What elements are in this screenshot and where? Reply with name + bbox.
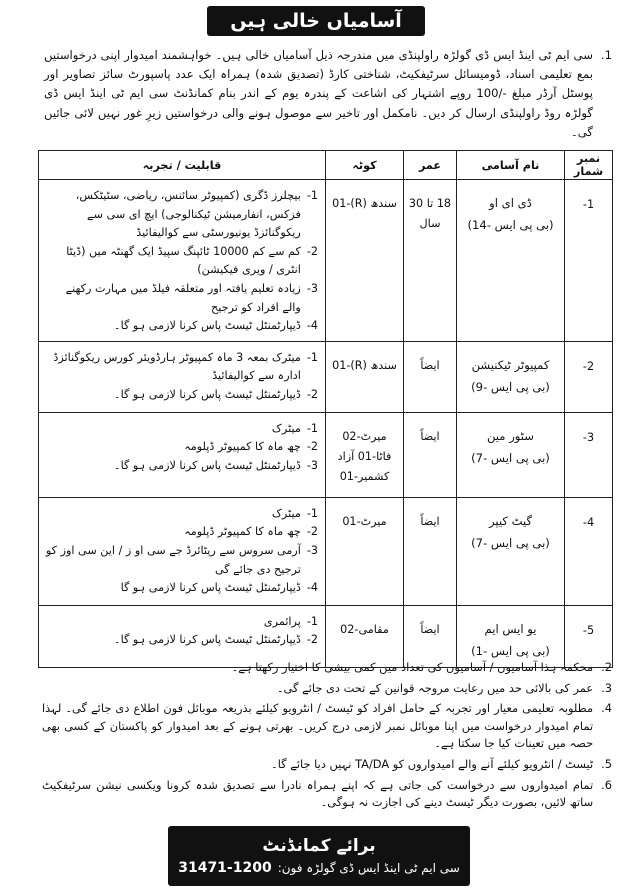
intro-paragraph	[44, 46, 612, 142]
contact-phone	[178, 858, 460, 878]
qual-number: 4-	[306, 319, 318, 333]
list-item	[44, 386, 318, 405]
row-qualification	[39, 497, 326, 605]
note-text: ٹیسٹ / انٹرویو کیلئے آنے والے امیدواروں کو TA/DA نہیں دیا جائے گا۔	[271, 756, 594, 771]
table-header-row	[39, 151, 613, 180]
note-number: 6.	[601, 777, 612, 792]
qual-number: 3-	[306, 281, 318, 295]
list-item	[44, 457, 318, 476]
page-title: آسامیاں خالی ہیں	[207, 6, 425, 36]
qual-number: 1-	[306, 350, 318, 364]
row-age: ایضاً	[404, 412, 457, 497]
row-post-name	[457, 605, 565, 667]
note-number: 5.	[601, 756, 612, 771]
qual-text: چھ ماہ کا کمپیوٹر ڈپلومہ	[184, 440, 301, 454]
qual-number: 2-	[306, 440, 318, 454]
row-age: ایضاً	[404, 605, 457, 667]
row-post-name	[457, 412, 565, 497]
qual-text: چھ ماہ کا کمپیوٹر ڈپلومہ	[184, 525, 301, 539]
qual-number: 1-	[306, 614, 318, 628]
note-number: 2.	[601, 660, 612, 674]
qual-text: آرمی سروس سے ریٹائرڈ جے سی او ز / این سی اوز کو ترجیح دی جائے گی	[45, 543, 301, 576]
qual-text: پرائمری	[263, 614, 301, 628]
list-item	[44, 631, 318, 650]
post-title: گیٹ کیپر	[488, 513, 532, 528]
qual-text: میٹرک بمعہ 3 ماہ کمپیوٹر ہارڈویئر کورس ریکوگنائزڈ ادارہ سے کوالیفائیڈ	[53, 350, 301, 383]
qual-text: ڈیپارٹمنٹل ٹیسٹ پاس کرنا لازمی ہو گا۔	[114, 633, 301, 647]
list-item	[44, 542, 318, 579]
row-qualification	[39, 412, 326, 497]
post-grade: (بی پی ایس -14)	[467, 218, 554, 232]
row-quota: سندھ (R)-01	[326, 341, 404, 412]
intro-text: سی ایم ٹی اینڈ ایس ڈی گولڑہ راولپنڈی میں مندرجہ ذیل آسامیاں خالی ہیں۔ خواہشمند امیدوار اپنی درخواستیں بمع تعلیمی اسناد، ڈومیسائل سرٹیفکیٹ، شناختی کارڈ (تصدیق شدہ) ہمراہ ایک عدد پاسپورٹ سائز تصاویر اور پوسٹل آرڈر مبلغ -/100 روپے اشتہار کی اشاعت کے پندرہ یوم کے اندر بنام کمانڈنٹ سی ایم ٹی اینڈ ایس ڈی گولڑہ روڈ راولپنڈی ارسال کر دیں۔ نامکمل اور تاخیر سے موصول ہونے والی درخواستیں زیرِ غور نہیں لائی جائیں گی۔	[44, 48, 593, 139]
header-serial: نمبر شمار	[565, 151, 613, 180]
list-item	[44, 349, 318, 386]
header-post-name: نام آسامی	[457, 151, 565, 180]
header-age: عمر	[404, 151, 457, 180]
note-item	[42, 777, 612, 812]
table-row	[39, 412, 613, 497]
list-item	[44, 505, 318, 524]
row-quota: میرٹ-01	[326, 497, 404, 605]
post-title: ڈی ای او	[489, 196, 532, 210]
note-number: 4.	[601, 701, 612, 716]
qual-number: 1-	[306, 506, 318, 520]
intro-number: 1.	[600, 48, 612, 62]
row-qualification	[39, 180, 326, 342]
list-item	[44, 438, 318, 457]
qual-text: ڈیپارٹمنٹل ٹیسٹ پاس کرنا لازمی ہو گا۔	[114, 458, 301, 472]
post-title: کمپیوٹر ٹیکنیشن	[471, 357, 550, 372]
qual-number: 3-	[306, 458, 318, 472]
note-number: 3.	[601, 680, 612, 695]
qual-number: 2-	[306, 633, 318, 647]
qual-text: بیچلرز ڈگری (کمپیوٹر سائنس، ریاضی، سٹیٹکس، فزکس، انفارمیشن ٹیکنالوجی) ایچ ای سی سے ریکوگنائزڈ یونیورسٹی سے کوالیفائیڈ	[75, 189, 301, 240]
qual-text: زیادہ تعلیم یافتہ اور متعلقہ فیلڈ میں مہارت رکھنے والے افراد کو ترجیح	[65, 281, 301, 314]
qual-number: 2-	[306, 387, 318, 401]
vacancies-table	[38, 150, 613, 668]
qual-text: میٹرک	[271, 506, 301, 520]
signature-title: برائے کمانڈنٹ	[262, 836, 376, 856]
list-item	[44, 280, 318, 317]
note-item	[42, 680, 612, 698]
list-item	[44, 613, 318, 632]
table-row	[39, 180, 613, 342]
qual-number: 4-	[306, 581, 318, 595]
list-item	[44, 187, 318, 243]
row-post-name	[457, 341, 565, 412]
row-qualification	[39, 605, 326, 667]
note-text: عمر کی بالائی حد میں رعایت مروجہ قوانین کے تحت دی جائے گی۔	[276, 680, 594, 695]
row-serial: 4-	[565, 497, 613, 605]
row-serial: 5-	[565, 605, 613, 667]
qual-text: میٹرک	[271, 421, 301, 435]
post-title: سٹور مین	[486, 428, 535, 443]
post-grade: (بی پی ایس -9)	[471, 379, 550, 394]
note-text: مطلوبہ تعلیمی معیار اور تجربہ کے حامل افراد کو ٹیسٹ / انٹرویو کیلئے بذریعہ موبائل فون اطلاع دی جائے گی۔ لہذا تمام امیدوار درخواست میں اپنا موبائل نمبر لازمی درج کریں۔ بھرتی ہونے کے بعد امیدوار کو پاکستان کے کسی بھی حصہ میں تعینات کیا جا سکتا ہے۔	[42, 701, 594, 751]
list-item	[44, 523, 318, 542]
list-item	[44, 579, 318, 598]
row-post-name	[457, 180, 565, 342]
table-row	[39, 605, 613, 667]
note-text: محکمہ ہذا آسامیوں / آسامیوں کی تعداد میں کمی بیشی کا اختیار رکھتا ہے۔	[231, 660, 594, 674]
note-item	[42, 756, 612, 774]
footer-signature-block	[168, 826, 470, 886]
row-quota: میرٹ-02 فاٹا-01 آزاد کشمیر-01	[326, 412, 404, 497]
qual-number: 2-	[306, 525, 318, 539]
note-item	[42, 700, 612, 753]
table-row	[39, 341, 613, 412]
row-qualification	[39, 341, 326, 412]
row-age: 18 تا 30 سال	[404, 180, 457, 342]
qual-text: ڈیپارٹمنٹل ٹیسٹ پاس کرنا لازمی ہو گا۔	[114, 387, 301, 401]
header-qualification: قابلیت / تجربہ	[39, 151, 326, 180]
qual-number: 3-	[306, 543, 318, 557]
note-item	[42, 659, 612, 677]
qual-number: 1-	[306, 189, 318, 202]
table-row	[39, 497, 613, 605]
row-serial: 2-	[565, 341, 613, 412]
post-title: یو ایس ایم	[484, 621, 537, 636]
list-item	[44, 420, 318, 439]
list-item	[44, 243, 318, 280]
row-serial: 1-	[565, 180, 613, 342]
qual-text: ڈیپارٹمنٹل ٹیسٹ پاس کرنا لازمی ہو گا۔	[114, 319, 301, 333]
notes-section	[42, 659, 612, 815]
post-grade: (بی پی ایس -7)	[471, 450, 550, 465]
qual-number: 1-	[306, 421, 318, 435]
phone-number: 31471-1200	[178, 860, 272, 876]
row-post-name	[457, 497, 565, 605]
note-text: تمام امیدواروں سے درخواست کی جاتی ہے کہ اپنے ہمراہ نادرا سے تصدیق شدہ کرونا ویکسی نیشن سرٹیفکیٹ ساتھ لائیں، بصورت دیگر ٹیسٹ دینے کی اجازت نہ ہوگی۔	[42, 777, 594, 810]
row-age: ایضاً	[404, 497, 457, 605]
header-quota: کوٹہ	[326, 151, 404, 180]
post-grade: (بی پی ایس -1)	[471, 643, 550, 658]
row-quota: سندھ (R)-01	[326, 180, 404, 342]
phone-label: سی ایم ٹی اینڈ ایس ڈی گولڑہ فون:	[277, 861, 460, 875]
qual-number: 2-	[306, 244, 318, 258]
qual-text: ڈیپارٹمنٹل ٹیسٹ پاس کرنا لازمی ہو گا	[120, 581, 301, 595]
list-item	[44, 317, 318, 336]
row-serial: 3-	[565, 412, 613, 497]
post-grade: (بی پی ایس -7)	[471, 535, 550, 550]
row-quota: مقامی-02	[326, 605, 404, 667]
qual-text: کم سے کم 10000 ٹائپنگ سپیڈ ایک گھنٹہ میں (ڈیٹا انٹری / ویری فیکیشن)	[66, 244, 301, 277]
row-age: ایضاً	[404, 341, 457, 412]
